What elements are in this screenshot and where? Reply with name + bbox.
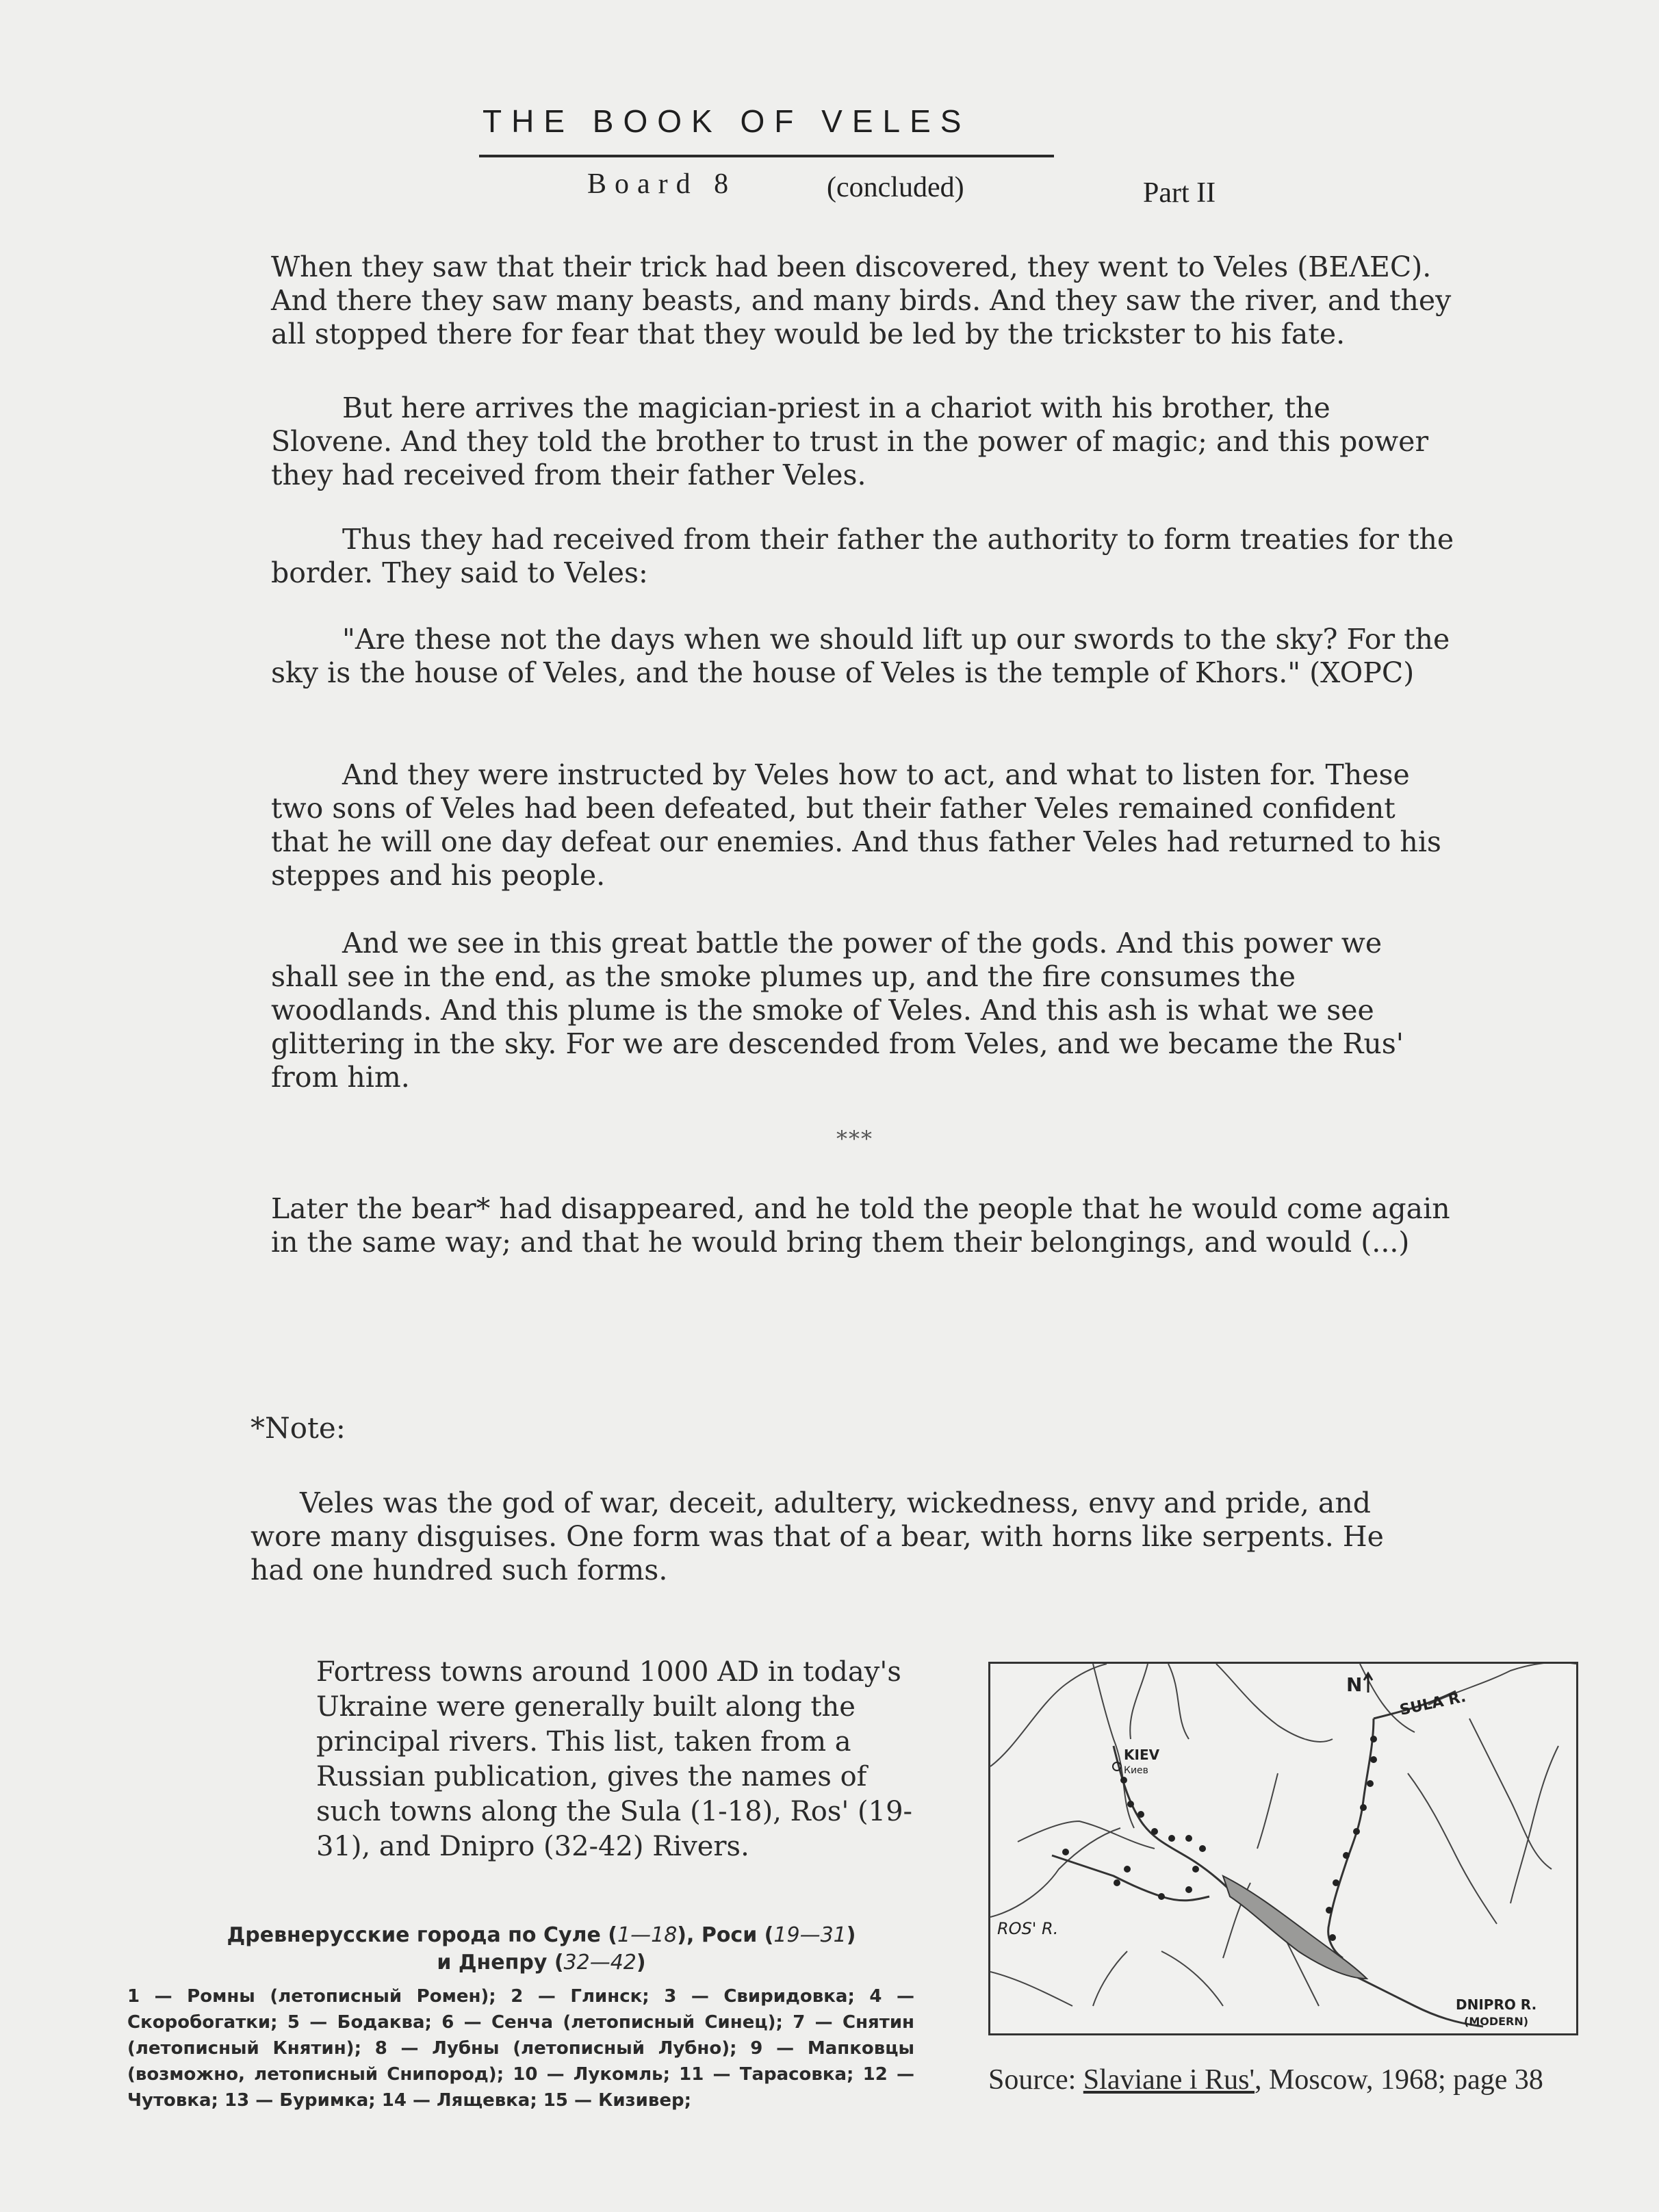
town-marker [1124,1866,1131,1873]
town-marker [1360,1804,1367,1811]
town-marker [1185,1835,1192,1842]
paragraph-1: When they saw that their trick had been discovered, they went to Veles (BEɅEC). And there they saw many beasts, and many birds. And they saw the river, and they all stopped there for fear that they would be led by the trickster to his fate. [271,250,1452,350]
note-label: *Note: [250,1411,346,1445]
town-marker [1151,1828,1158,1835]
paragraph-3: Thus they had received from their father the authority to form treaties for the border. They said to Veles: [271,523,1454,589]
part-label: Part II [1143,177,1216,209]
paragraph-2: But here arrives the magician-priest in a chariot with his brother, the Slovene. And they told the brother to trust in the power of magic; and this power they had received from their father Veles. [271,391,1429,491]
map-label-kiev: KIEV [1124,1747,1160,1763]
map-label-dnipro: DNIPRO R. [1456,1996,1537,2013]
town-marker [1367,1780,1374,1787]
map-label-modern: (MODERN) [1464,2015,1529,2028]
ros-river [1052,1855,1209,1901]
ru-title-part-c: ) [846,1923,856,1947]
town-marker [1353,1828,1360,1835]
map-drawing [990,1664,1576,2033]
ru-title-part-a: Древнерусские города по Суле ( [227,1923,618,1947]
sula-river [1328,1719,1374,1958]
town-marker [1127,1801,1134,1808]
map-label-kiev-sub: Киев [1124,1765,1148,1776]
fortress-description: Fortress towns around 1000 AD in today's Ukraine were generally built along the principal rivers. This list, taken from a Russian publication, gives the names of such towns along the Sula (1-18), Ros' (19-31), and Dnipro (32-42) Rivers. [316,1656,913,1862]
title-underline [479,155,1054,157]
ru-title-part-e: ) [636,1951,646,1975]
map-label-north: N [1346,1673,1363,1696]
town-marker [1329,1934,1336,1941]
note-text: Veles was the god of war, deceit, adultery, wickedness, envy and pride, and wore many disguises. One form was that of a bear, with horns like serpents. He had one hundred such forms. [250,1487,1384,1586]
river-line [1408,1773,1497,1924]
town-marker [1343,1852,1350,1859]
town-marker [1062,1849,1069,1855]
town-marker [1192,1866,1199,1873]
town-marker [1199,1845,1206,1852]
river-line [1161,1951,1223,2006]
board-number: Board 8 [587,168,737,200]
paragraph-4: "Are these not the days when we should lift up our swords to the sky? For the sky is the house of Veles, and the house of Veles is the temple of Khors." (XOPC) [271,623,1450,689]
river-line [1130,1664,1148,1739]
map-source [988,2063,1543,2096]
rivers-map [988,1662,1578,2035]
town-marker [1370,1736,1377,1742]
paragraph-6: And we see in this great battle the power of the gods. And this power we shall see in the end, as the smoke plumes up, and the fire consumes the woodlands. And this plume is the smoke of Veles. And this ash is what we see glittering in the sky. For we are descended from Veles, and we became the Rus' from him. [271,927,1404,1094]
town-marker [1114,1879,1120,1886]
ru-title-part-d: и Днепру ( [437,1951,564,1975]
river-line [1018,1821,1155,1849]
town-marker [1185,1886,1192,1893]
river-line [1257,1773,1278,1849]
town-marker [1326,1907,1333,1914]
map-label-ros: ROS' R. [997,1919,1059,1938]
river-line [990,1664,1107,1766]
section-separator: *** [836,1126,873,1152]
source-details: , Moscow, 1968; page 38 [1255,2064,1543,2096]
north-arrow-icon [1364,1673,1372,1693]
reservoir-shape [1223,1876,1367,1979]
ru-title-range-1: 1—18 [617,1923,678,1947]
town-marker [1333,1879,1339,1886]
russian-town-list: 1 — Ромны (летописный Ромен); 2 — Глинск; 3 — Свиридовка; 4 — Скоробогатки; 5 — Бодаква; 6 — Сенча (летописный Синец); 7 — Снятин (летописный Княтин); 8 — Лубны (летописный Лубно); 9 — Мапковцы (возможно, летописный Снипород); 10 — Лукомль; 11 — Тарасовка; 12 — Чутовка; 13 — Буримка; 14 — Лящевка; 15 — Кизивер; [127,1986,914,2111]
ru-title-part-b: ), Роси ( [677,1923,774,1947]
map-label-sula: SULA R. [1398,1688,1468,1719]
page-title: THE BOOK OF VELES [483,103,971,139]
river-line [1216,1664,1333,1742]
river-line [1510,1746,1558,1903]
paragraph-5: And they were instructed by Veles how to act, and what to listen for. These two sons of Veles had been defeated, but their father Veles remained confident that he will one day defeat our enemies. And thus father Veles had returned to his steppes and his people. [271,758,1441,892]
paragraph-7: Later the bear* had disappeared, and he told the people that he would come again in the same way; and that he would bring them their belongings, and would (...) [271,1192,1450,1259]
source-title: Slaviane i Rus' [1083,2064,1255,2096]
river-line [1093,1951,1127,2006]
board-concluded: (concluded) [827,172,964,203]
town-marker [1370,1756,1377,1763]
dnipro-river [1114,1746,1483,2027]
russian-list-title [171,1922,912,1977]
town-marker [1158,1893,1165,1900]
river-line [1168,1664,1189,1739]
river-line [990,1972,1072,2006]
town-markers [1062,1736,1377,1941]
ru-title-range-2: 19—31 [773,1923,847,1947]
town-marker [1120,1777,1127,1784]
town-marker [1168,1835,1175,1842]
source-prefix: Source: [988,2064,1083,2096]
river-line [1469,1719,1552,1869]
town-marker [1137,1811,1144,1818]
ru-title-range-3: 32—42 [563,1951,636,1975]
